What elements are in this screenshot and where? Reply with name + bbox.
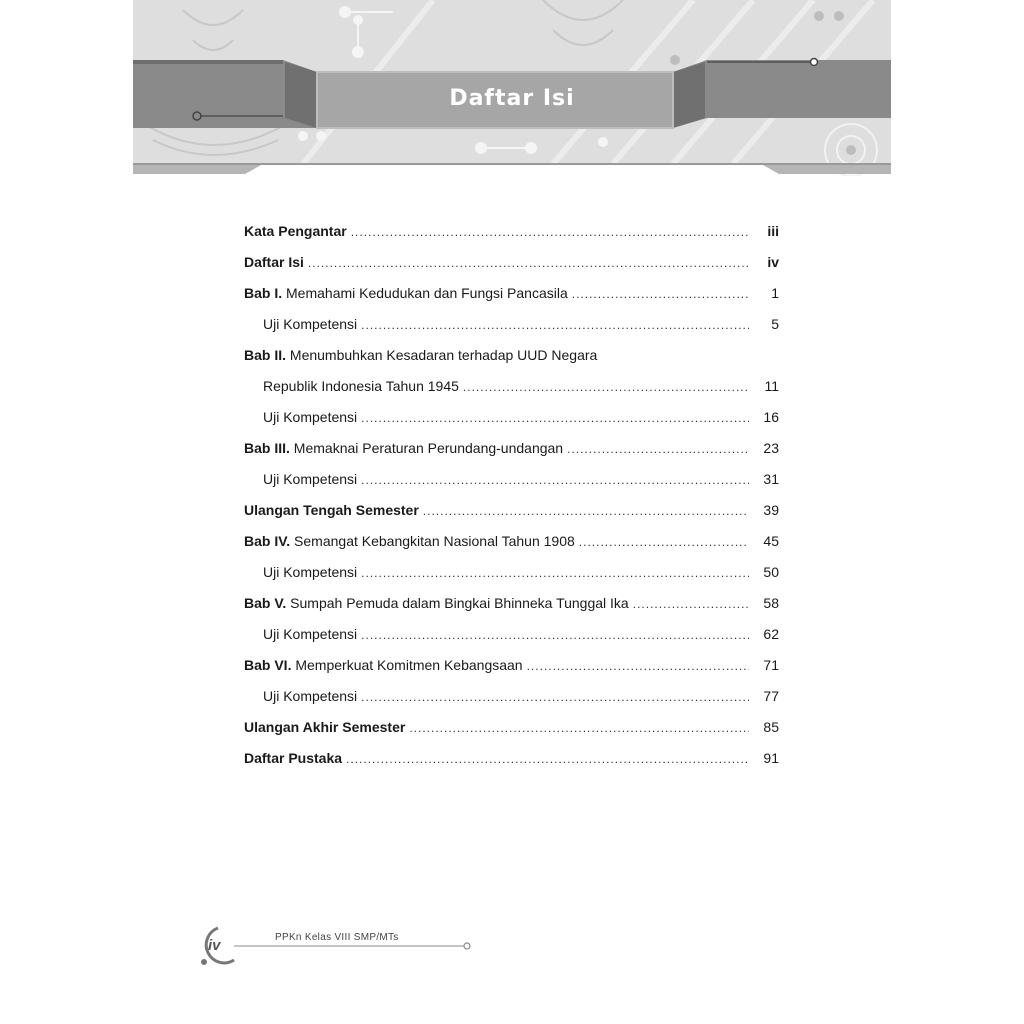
toc-page-number: 71 bbox=[763, 657, 779, 673]
toc-leader-dots bbox=[567, 434, 749, 465]
toc-page-number: 91 bbox=[763, 750, 779, 766]
toc-entry-text: Semangat Kebangkitan Nasional Tahun 1908 bbox=[290, 533, 575, 549]
toc-page-number: iii bbox=[767, 223, 779, 239]
toc-entry-title bbox=[263, 309, 357, 340]
toc-entry-label: Daftar Pustaka bbox=[244, 750, 343, 766]
toc-entry-title bbox=[263, 681, 357, 712]
toc-entry-title bbox=[244, 526, 575, 557]
toc-page-number: 23 bbox=[763, 440, 779, 456]
toc-leader-dots bbox=[572, 279, 749, 310]
toc-entry[interactable] bbox=[244, 433, 779, 464]
toc-page-number: 16 bbox=[763, 409, 779, 425]
toc-entry-text: Uji Kompetensi bbox=[263, 688, 358, 704]
toc-entry-label: Bab II. bbox=[244, 347, 287, 363]
toc-entry[interactable] bbox=[244, 278, 779, 309]
toc-entry[interactable] bbox=[244, 743, 779, 774]
toc-entry-title bbox=[263, 402, 357, 433]
toc-entry-title bbox=[244, 495, 419, 526]
toc-leader-dots bbox=[361, 403, 749, 434]
toc-page-number: 50 bbox=[763, 564, 779, 580]
page-footer bbox=[198, 924, 478, 974]
page-title: Daftar Isi bbox=[449, 86, 575, 111]
toc-entry-label: Bab V. bbox=[244, 595, 287, 611]
toc-entry[interactable] bbox=[244, 712, 779, 743]
toc-entry[interactable] bbox=[244, 557, 779, 588]
toc-page-number: 39 bbox=[763, 502, 779, 518]
toc-entry-label: Ulangan Tengah Semester bbox=[244, 502, 419, 518]
toc-entry-label: Daftar Isi bbox=[244, 254, 304, 270]
toc-entry-title bbox=[263, 619, 357, 650]
toc-entry-text: Uji Kompetensi bbox=[263, 471, 358, 487]
toc-entry-text: Uji Kompetensi bbox=[263, 626, 358, 642]
toc-entry-title bbox=[244, 216, 347, 247]
toc-entry-text: Memahami Kedudukan dan Fungsi Pancasila bbox=[282, 285, 568, 301]
toc-page-number: 1 bbox=[771, 285, 779, 301]
toc-entry-text: Sumpah Pemuda dalam Bingkai Bhinneka Tunggal Ika bbox=[286, 595, 629, 611]
toc-entry[interactable] bbox=[244, 526, 779, 557]
toc-page-number: 31 bbox=[763, 471, 779, 487]
toc-entry[interactable] bbox=[244, 464, 779, 495]
toc-entry-label: Bab III. bbox=[244, 440, 290, 456]
toc-entry[interactable] bbox=[244, 247, 779, 278]
toc-entry[interactable] bbox=[244, 681, 779, 712]
toc-entry[interactable] bbox=[244, 340, 779, 371]
toc-entry-text: Memperkuat Komitmen Kebangsaan bbox=[291, 657, 523, 673]
toc-entry-title bbox=[244, 712, 405, 743]
toc-entry[interactable] bbox=[244, 495, 779, 526]
toc-leader-dots bbox=[579, 527, 749, 558]
table-of-contents bbox=[244, 216, 779, 774]
toc-entry-text: Republik Indonesia Tahun 1945 bbox=[263, 378, 459, 394]
toc-entry-text: Uji Kompetensi bbox=[263, 316, 358, 332]
toc-entry[interactable] bbox=[244, 588, 779, 619]
toc-leader-dots bbox=[361, 682, 749, 713]
toc-page-number: 5 bbox=[771, 316, 779, 332]
toc-entry-title bbox=[244, 588, 629, 619]
toc-leader-dots bbox=[361, 558, 749, 589]
toc-entry[interactable] bbox=[244, 402, 779, 433]
toc-leader-dots bbox=[409, 713, 749, 744]
toc-entry-label: Bab IV. bbox=[244, 533, 291, 549]
toc-leader-dots bbox=[351, 217, 749, 248]
toc-entry-title bbox=[244, 743, 342, 774]
toc-entry[interactable] bbox=[244, 371, 779, 402]
toc-entry[interactable] bbox=[244, 309, 779, 340]
toc-entry-label: Bab VI. bbox=[244, 657, 292, 673]
toc-leader-dots bbox=[361, 310, 749, 341]
toc-entry-text: Uji Kompetensi bbox=[263, 409, 358, 425]
toc-entry-title bbox=[244, 433, 563, 464]
toc-entry-title bbox=[263, 464, 357, 495]
toc-leader-dots bbox=[463, 372, 749, 403]
toc-entry-title bbox=[244, 278, 568, 309]
toc-entry-title bbox=[244, 340, 597, 371]
toc-page-number: iv bbox=[767, 254, 779, 270]
toc-entry-text: Memaknai Peraturan Perundang-undangan bbox=[289, 440, 564, 456]
page-header bbox=[133, 0, 891, 176]
toc-entry[interactable] bbox=[244, 650, 779, 681]
toc-entry-title bbox=[263, 557, 357, 588]
toc-leader-dots bbox=[361, 465, 749, 496]
toc-leader-dots bbox=[308, 248, 749, 279]
toc-leader-dots bbox=[346, 744, 749, 775]
toc-entry[interactable] bbox=[244, 216, 779, 247]
toc-entry-title bbox=[244, 247, 304, 278]
toc-entry-label: Bab I. bbox=[244, 285, 283, 301]
toc-entry-text: Uji Kompetensi bbox=[263, 564, 358, 580]
toc-leader-dots bbox=[527, 651, 749, 682]
toc-page-number: 62 bbox=[763, 626, 779, 642]
toc-page-number: 85 bbox=[763, 719, 779, 735]
toc-leader-dots bbox=[633, 589, 749, 620]
toc-leader-dots bbox=[423, 496, 749, 527]
toc-page-number: 58 bbox=[763, 595, 779, 611]
toc-entry-title bbox=[244, 650, 523, 681]
toc-entry[interactable] bbox=[244, 619, 779, 650]
toc-entry-title bbox=[263, 371, 459, 402]
toc-leader-dots bbox=[361, 620, 749, 651]
footer-book-title: PPKn Kelas VIII SMP/MTs bbox=[275, 932, 399, 943]
toc-page-number: 77 bbox=[763, 688, 779, 704]
toc-entry-label: Ulangan Akhir Semester bbox=[244, 719, 406, 735]
footer-page-number: iv bbox=[208, 937, 221, 954]
toc-entry-label: Kata Pengantar bbox=[244, 223, 347, 239]
toc-page-number: 11 bbox=[764, 378, 779, 394]
toc-entry-text: Menumbuhkan Kesadaran terhadap UUD Negara bbox=[286, 347, 598, 363]
toc-page-number: 45 bbox=[763, 533, 779, 549]
